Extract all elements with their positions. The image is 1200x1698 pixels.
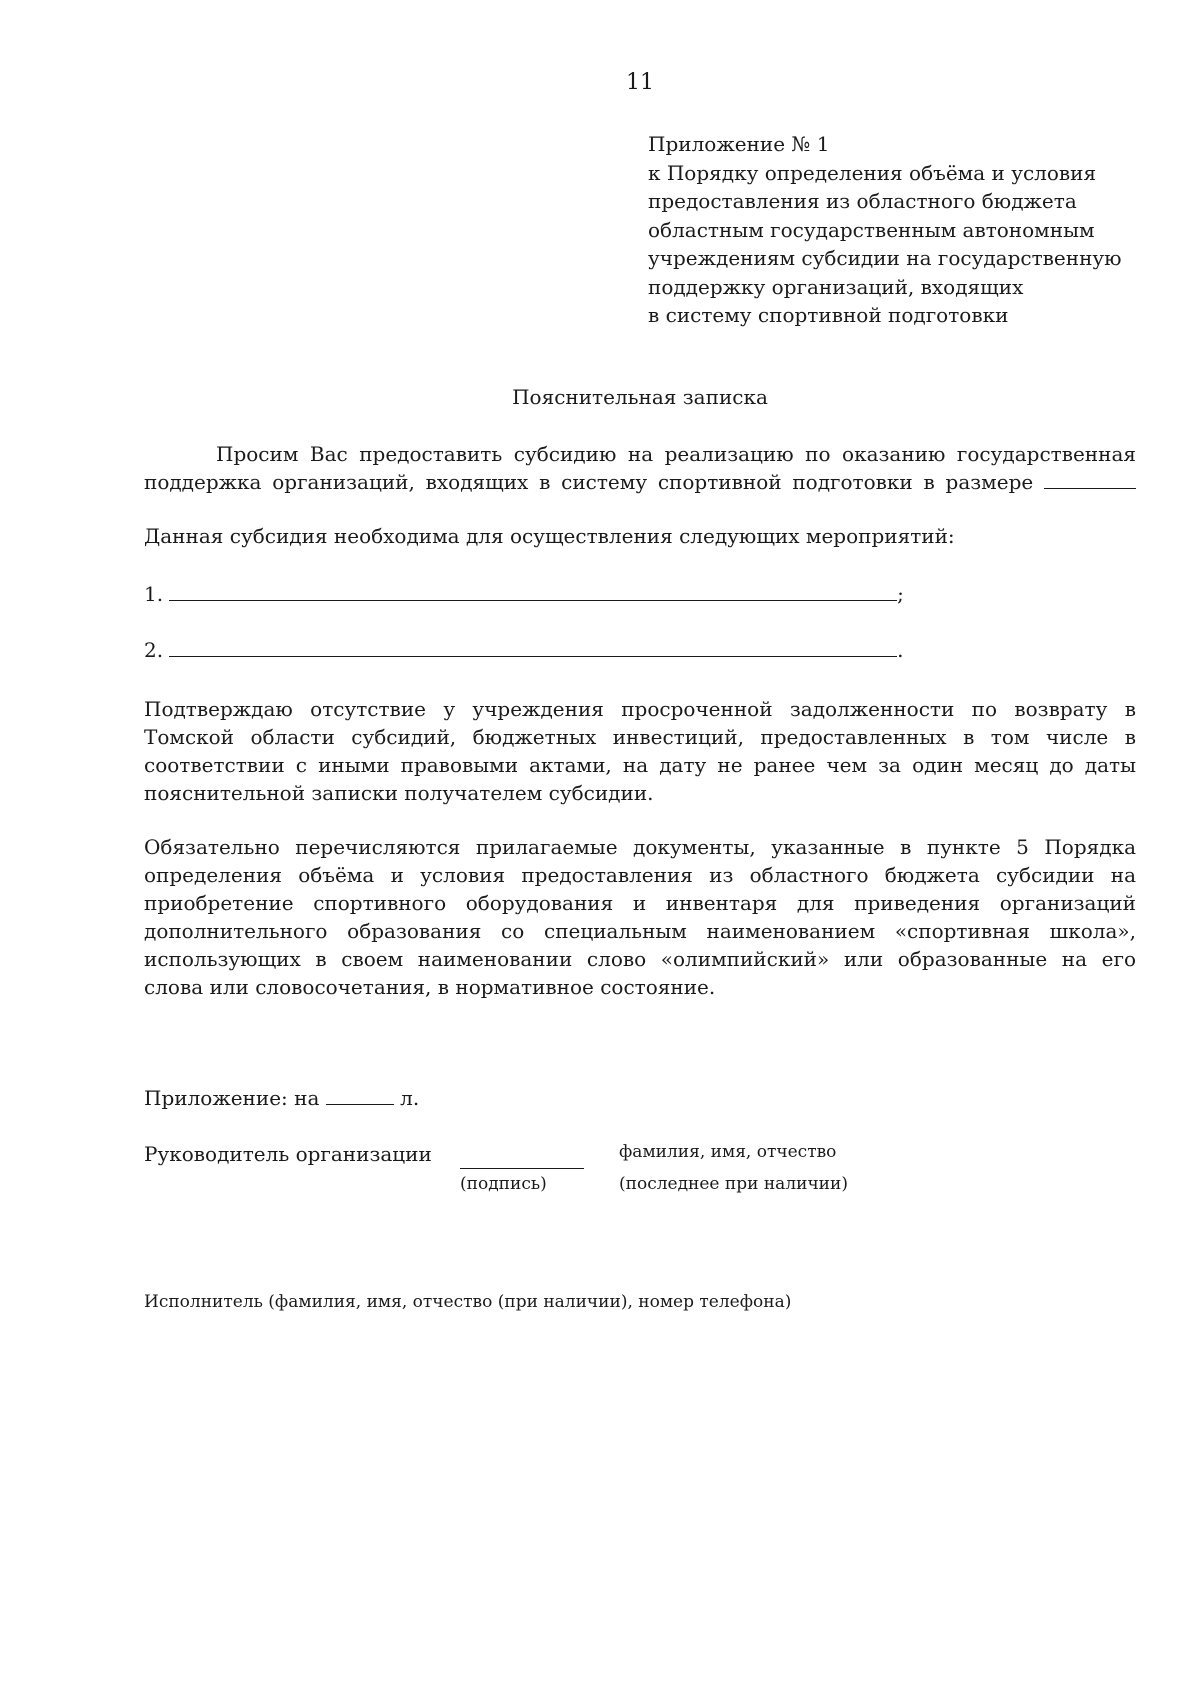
list-item — [144, 582, 904, 606]
documents-paragraph — [144, 833, 1136, 1001]
request-paragraph — [144, 440, 1136, 496]
appendix-line: к Порядку определения объёма и условия — [648, 160, 1097, 185]
name-label: фамилия, имя, отчество — [619, 1142, 837, 1162]
item-number: 1. — [144, 582, 164, 606]
paragraph-line: приобретение спортивного оборудования и инвентаря для приведения организаций — [144, 891, 1136, 915]
paragraph-line: использующих в своем наименовании слово «олимпийский» или образованные на его — [144, 947, 1136, 971]
signatory-role: Руководитель организации — [144, 1142, 432, 1166]
paragraph-line: Подтверждаю отсутствие у учреждения просроченной задолженности по возврату в — [144, 697, 1136, 721]
item-blank-field[interactable] — [169, 638, 897, 657]
page-number: 11 — [626, 70, 654, 95]
item-number: 2. — [144, 638, 164, 662]
executor-line: Исполнитель (фамилия, имя, отчество (при наличии), номер телефона) — [144, 1292, 792, 1312]
appendix-line: Приложение № 1 — [648, 132, 830, 156]
list-item — [144, 638, 903, 662]
request-line — [144, 468, 1136, 496]
request-line-text: поддержка организаций, входящих в систему спортивной подготовки в размере — [144, 470, 1034, 494]
paragraph-line: Томской области субсидий, бюджетных инвестиций, предоставленных в том числе в — [144, 725, 1136, 749]
attachment-suffix: л. — [400, 1086, 420, 1110]
item-blank-field[interactable] — [169, 582, 897, 601]
appendix-header — [648, 130, 1122, 330]
signature-caption: (подпись) — [460, 1174, 547, 1194]
purpose-intro: Данная субсидия необходима для осуществления следующих мероприятий: — [144, 524, 955, 548]
paragraph-line: слова или словосочетания, в нормативное состояние. — [144, 975, 716, 999]
paragraph-line: определения объёма и условия предоставления из областного бюджета субсидии на — [144, 863, 1136, 887]
sheets-blank-field[interactable] — [326, 1086, 394, 1105]
paragraph-line: дополнительного образования со специальным наименованием «спортивная школа», — [144, 919, 1136, 943]
item-end: ; — [897, 582, 904, 606]
attachment-line — [144, 1086, 419, 1110]
request-line: Просим Вас предоставить субсидию на реализацию по оказанию государственная — [216, 442, 1136, 466]
document-title: Пояснительная записка — [512, 385, 768, 409]
amount-blank-field[interactable] — [1044, 470, 1136, 489]
appendix-line: областным государственным автономным — [648, 217, 1095, 242]
paragraph-line: пояснительной записки получателем субсидии. — [144, 781, 654, 805]
appendix-line: предоставления из областного бюджета — [648, 189, 1077, 213]
item-end: . — [897, 638, 904, 662]
appendix-line: в систему спортивной подготовки — [648, 303, 1009, 327]
paragraph-line: Обязательно перечисляются прилагаемые документы, указанные в пункте 5 Порядка — [144, 835, 1136, 859]
appendix-line: поддержку организаций, входящих — [648, 274, 1024, 299]
name-caption: (последнее при наличии) — [619, 1174, 848, 1194]
confirmation-paragraph — [144, 695, 1136, 807]
attachment-prefix: Приложение: на — [144, 1086, 320, 1110]
appendix-line: учреждениям субсидии на государственную — [648, 246, 1122, 270]
paragraph-line: соответствии с иными правовыми актами, на дату не ранее чем за один месяц до даты — [144, 753, 1136, 777]
signature-blank-field[interactable] — [460, 1148, 584, 1169]
